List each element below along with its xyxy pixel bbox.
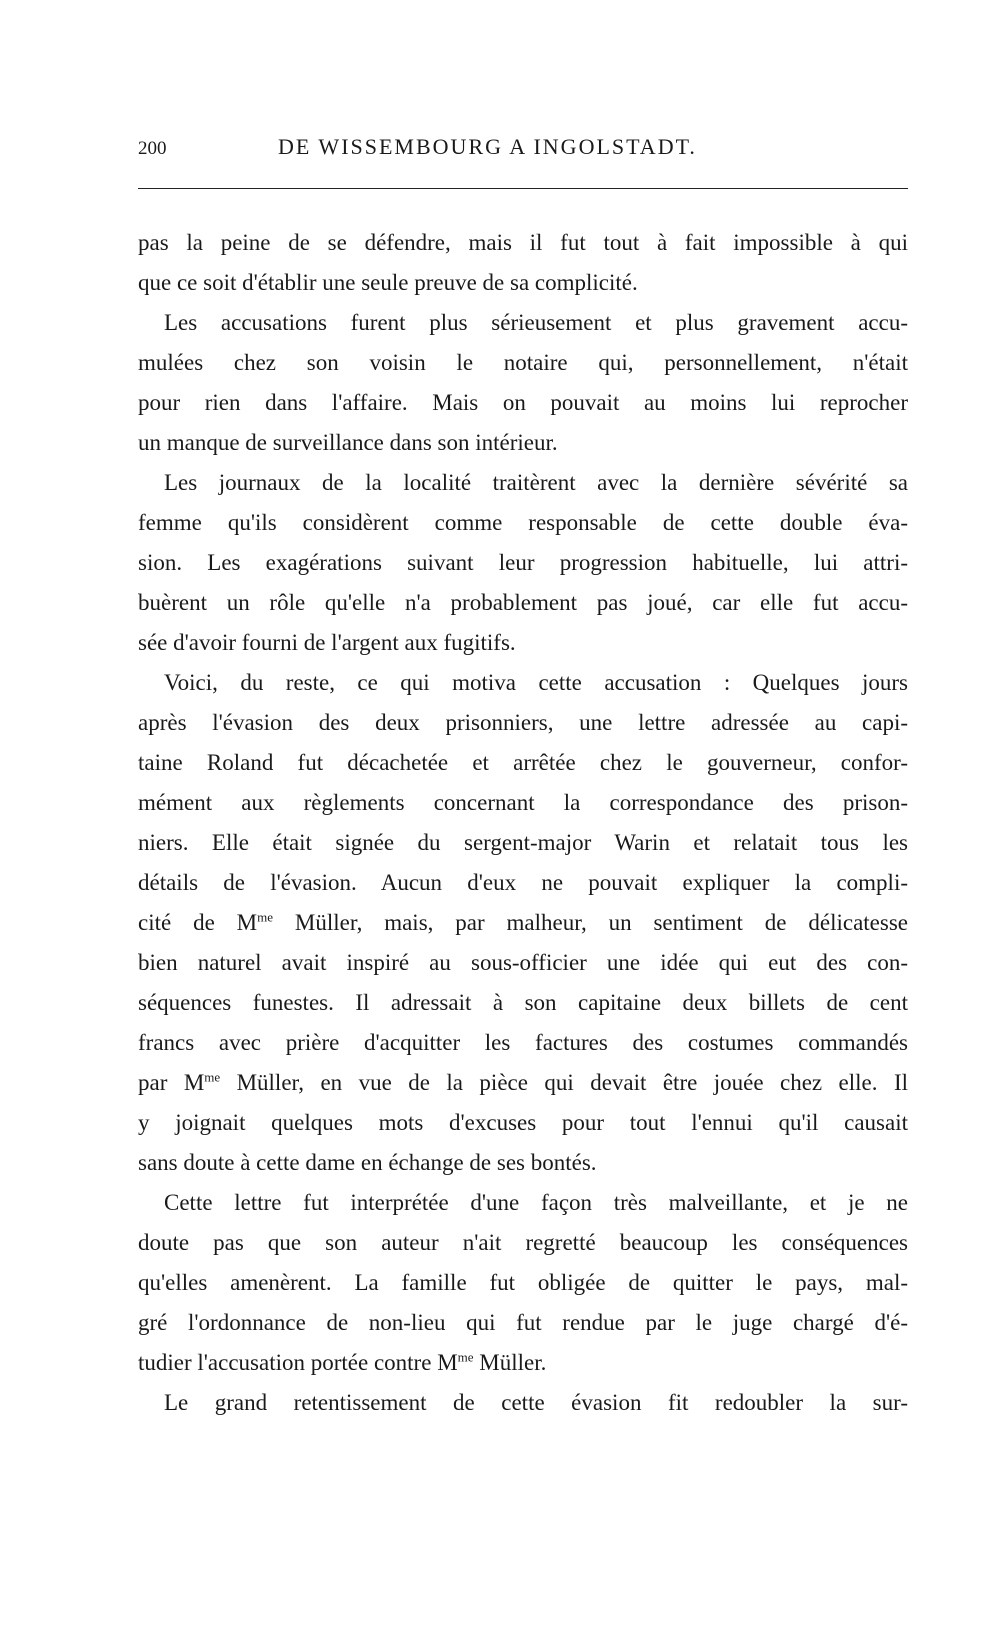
header-rule <box>138 188 908 189</box>
text-line: bien naturel avait inspiré au sous-officier une idée qui eut des con- <box>138 950 908 975</box>
text-line: Les accusations furent plus sérieusement et plus gravement accu- <box>164 310 908 335</box>
text-line: y joignait quelques mots d'excuses pour tout l'ennui qu'il causait <box>138 1110 908 1135</box>
text-line: séquences funestes. Il adressait à son capitaine deux billets de cent <box>138 990 908 1015</box>
text-line: Le grand retentissement de cette évasion fit redoubler la sur- <box>164 1390 908 1415</box>
text-line: détails de l'évasion. Aucun d'eux ne pouvait expliquer la compli- <box>138 870 908 895</box>
text-line: par $M^{me}$ Müller, en vue de la pièce qui devait être jouée chez elle. Il <box>138 1069 908 1095</box>
text-line: francs avec prière d'acquitter les factures des costumes commandés <box>138 1030 908 1055</box>
text-line: après l'évasion des deux prisonniers, une lettre adressée au capi- <box>138 710 908 735</box>
text-line: tudier l'accusation portée contre $M^{me}$ Müller. <box>138 1349 547 1375</box>
text-line: pour rien dans l'affaire. Mais on pouvait au moins lui reprocher <box>138 390 908 415</box>
page-header <box>138 134 908 168</box>
text-line: sans doute à cette dame en échange de ses bontés. <box>138 1150 597 1175</box>
text-line: Voici, du reste, ce qui motiva cette accusation : Quelques jours <box>164 670 908 695</box>
body-text <box>138 223 908 1423</box>
text-line: niers. Elle était signée du sergent-major Warin et relatait tous les <box>138 830 908 855</box>
page-number: 200 <box>138 138 167 159</box>
text-line: mulées chez son voisin le notaire qui, personnellement, n'était <box>138 350 908 375</box>
text-line: qu'elles amenèrent. La famille fut obligée de quitter le pays, mal- <box>138 1270 908 1295</box>
text-line: pas la peine de se défendre, mais il fut tout à fait impossible à qui <box>138 230 908 255</box>
text-line: doute pas que son auteur n'ait regretté beaucoup les conséquences <box>138 1230 908 1255</box>
text-line: Les journaux de la localité traitèrent avec la dernière sévérité sa <box>164 470 908 495</box>
text-line: un manque de surveillance dans son intérieur. <box>138 430 558 455</box>
text-line: buèrent un rôle qu'elle n'a probablement pas joué, car elle fut accu- <box>138 590 908 615</box>
text-line: taine Roland fut décachetée et arrêtée chez le gouverneur, confor- <box>138 750 908 775</box>
text-line: sée d'avoir fourni de l'argent aux fugitifs. <box>138 630 516 655</box>
text-line: sion. Les exagérations suivant leur progression habituelle, lui attri- <box>138 550 908 575</box>
text-line: gré l'ordonnance de non-lieu qui fut rendue par le juge chargé d'é- <box>138 1310 908 1335</box>
text-line: femme qu'ils considèrent comme responsable de cette double éva- <box>138 510 908 535</box>
text-line: cité de $M^{me}$ Müller, mais, par malheur, un sentiment de délicatesse <box>138 909 908 935</box>
running-title: DE WISSEMBOURG A INGOLSTADT. <box>278 134 697 159</box>
text-line: mément aux règlements concernant la correspondance des prison- <box>138 790 908 815</box>
text-line: Cette lettre fut interprétée d'une façon très malveillante, et je ne <box>164 1190 908 1215</box>
text-line: que ce soit d'établir une seule preuve de sa complicité. <box>138 270 638 295</box>
